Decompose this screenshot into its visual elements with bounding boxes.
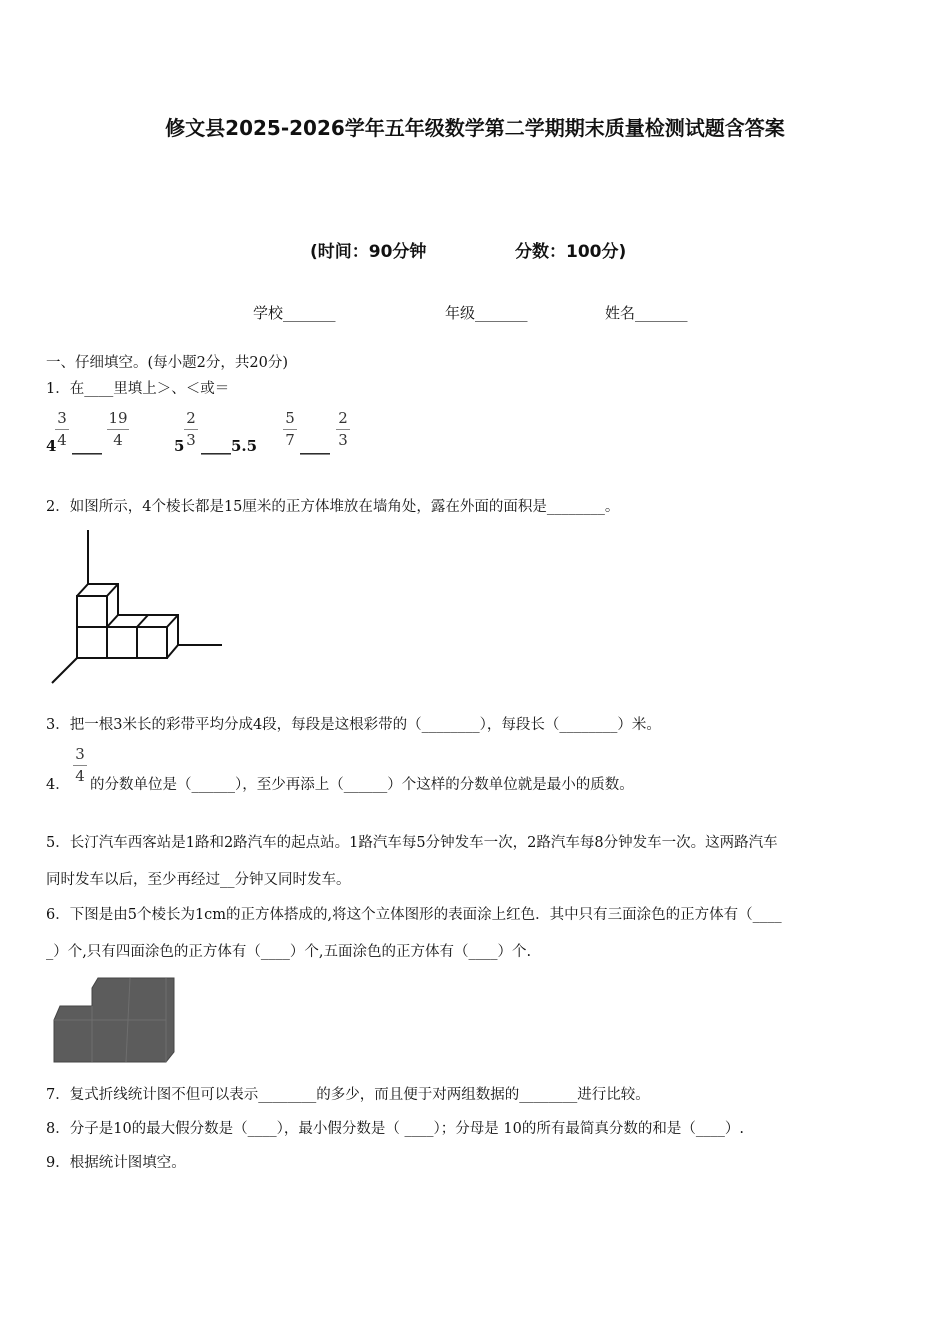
q1-blank-1: ____: [72, 437, 102, 455]
q1-fraction-4: 5 7: [283, 411, 297, 448]
q1-prompt: 1．在____里填上＞、＜或＝: [46, 381, 230, 397]
q4-text: 的分数单位是（______），至少再添上（______）个这样的分数单位就是最小的质数。: [90, 777, 634, 793]
q1-fraction-1: 3 4: [55, 411, 69, 448]
q2-text: 2．如图所示，4个棱长都是15厘米的正方体堆放在墙角处，露在外面的面积是________。: [46, 499, 620, 515]
q5-line-2: 同时发车以后，至少再经过__分钟又同时发车。: [46, 872, 351, 888]
q1-blank-2: ____5.5: [201, 437, 258, 455]
q4-fraction: 3 4: [73, 747, 87, 784]
q1-fraction-3: 2 3: [184, 411, 198, 448]
grade-field: 年级_______: [445, 304, 528, 322]
q5-line-1: 5．长汀汽车西客站是1路和2路汽车的起点站。1路汽车每5分钟发车一次，2路汽车每8分钟发车一次。这两路汽车: [46, 835, 778, 851]
q1-whole-1: 4: [46, 437, 57, 455]
q1-fraction-5: 2 3: [336, 411, 350, 448]
q9-text: 9．根据统计图填空。: [46, 1155, 186, 1171]
name-field: 姓名_______: [605, 304, 688, 322]
school-field: 学校_______: [253, 304, 336, 322]
exam-score: 分数：100分): [515, 242, 627, 262]
q1-blank-3: ____: [300, 437, 330, 455]
section-heading: 一、仔细填空。(每小题2分，共20分): [46, 355, 288, 371]
q6-line-1: 6．下图是由5个棱长为1cm的正方体搭成的,将这个立体图形的表面涂上红色．其中只有三面涂色的正方体有（____: [46, 907, 782, 923]
q1-fraction-2: 19 4: [108, 409, 128, 449]
q6-line-2: _）个,只有四面涂色的正方体有（____）个,五面涂色的正方体有（____）个.: [46, 944, 532, 960]
painted-cubes-figure: [50, 976, 180, 1066]
q7-text: 7．复式折线统计图不但可以表示________的多少，而且便于对两组数据的________进行比较。: [46, 1087, 650, 1103]
page-title: 修文县2025-2026学年五年级数学第二学期期末质量检测试题含答案: [165, 116, 785, 140]
q3-text: 3．把一根3米长的彩带平均分成4段，每段是这根彩带的（________），每段长（________）米。: [46, 717, 661, 733]
q8-text: 8．分子是10的最大假分数是（____），最小假分数是（ ____）；分母是 10的所有最简真分数的和是（____）.: [46, 1121, 744, 1137]
q1-whole-2: 5: [174, 437, 185, 455]
exam-time: (时间：90分钟: [310, 242, 427, 262]
corner-cubes-figure: [46, 528, 226, 688]
q4-label: 4．: [46, 777, 70, 793]
